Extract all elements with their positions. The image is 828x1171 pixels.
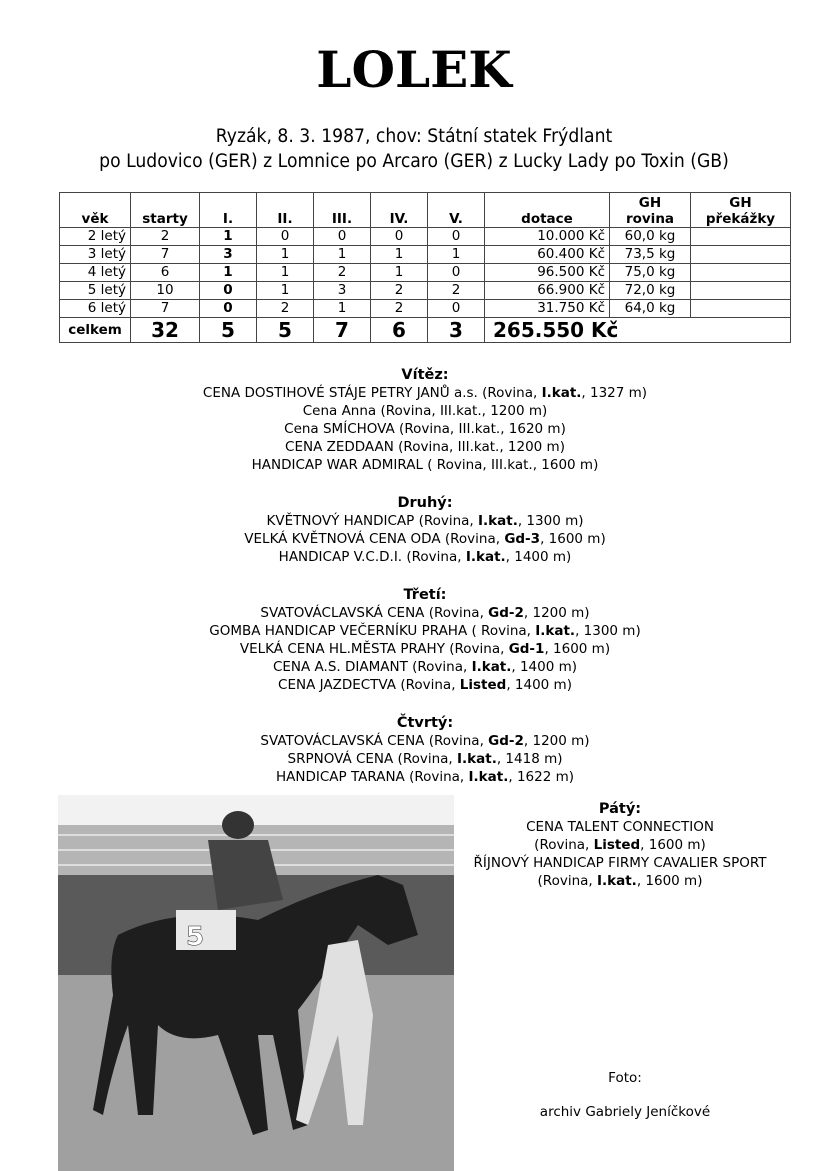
race-details: , 1200 m) — [523, 605, 590, 621]
race-details: , 1600 m) — [540, 531, 606, 547]
cell-age: 2 letý — [60, 228, 131, 246]
race-entry — [100, 676, 750, 694]
race-details: , 1200 m) — [499, 439, 565, 455]
race-entry — [100, 420, 750, 438]
race-name: HANDICAP V.C.D.I. (Rovina, — [278, 549, 466, 565]
placing-title: Druhý: — [397, 495, 453, 511]
race-entry — [100, 658, 750, 676]
horse-photo — [58, 795, 454, 1171]
cell-gh-jump — [691, 282, 791, 300]
race-name: CENA DOSTIHOVÉ STÁJE PETRY JANŮ a.s. (Rovina, — [202, 385, 542, 401]
table-row — [60, 300, 791, 318]
cell-money: 10.000 Kč — [485, 228, 610, 246]
cell-second: 1 — [257, 246, 314, 264]
total-fifth: 3 — [428, 318, 485, 343]
race-name: CENA JAZDECTVA (Rovina, — [278, 677, 460, 693]
race-details: , 1400 m) — [506, 677, 572, 693]
cell-third: 1 — [314, 300, 371, 318]
race-details: , 1200 m) — [523, 733, 590, 749]
total-fourth: 6 — [371, 318, 428, 343]
cell-age: 4 letý — [60, 264, 131, 282]
cell-gh-jump — [691, 228, 791, 246]
race-name: (Rovina, — [537, 873, 597, 889]
header-fifth: V. — [428, 193, 485, 228]
cell-gh-flat: 73,5 kg — [610, 246, 691, 264]
race-details: , 1418 m) — [496, 751, 563, 767]
cell-gh-jump — [691, 300, 791, 318]
race-entry — [100, 456, 750, 474]
race-name: VELKÁ KVĚTNOVÁ CENA ODA (Rovina, — [244, 531, 505, 547]
race-details: , 1600 m) — [532, 457, 599, 473]
table-row — [60, 246, 791, 264]
total-third: 7 — [314, 318, 371, 343]
header-second: II. — [257, 193, 314, 228]
saddle-number: 5 — [186, 922, 205, 952]
cell-fifth: 2 — [428, 282, 485, 300]
cell-first: 1 — [200, 228, 257, 246]
header-first: I. — [200, 193, 257, 228]
total-first: 5 — [200, 318, 257, 343]
table-total-row — [60, 318, 791, 343]
race-details: , 1200 m) — [481, 403, 548, 419]
race-details: , 1600 m) — [640, 837, 706, 853]
race-category: Gd-2 — [488, 605, 524, 621]
cell-second: 0 — [257, 228, 314, 246]
cell-gh-flat: 64,0 kg — [610, 300, 691, 318]
table-row — [60, 282, 791, 300]
cell-second: 2 — [257, 300, 314, 318]
race-name: HANDICAP TARANA (Rovina, — [275, 769, 469, 785]
race-name: GOMBA HANDICAP VEČERNÍKU PRAHA ( Rovina, — [209, 623, 536, 639]
race-name: (Rovina, — [534, 837, 594, 853]
race-category: III.kat. — [457, 439, 500, 455]
horse-origin-line: Ryzák, 8. 3. 1987, chov: Státní statek Frýdlant — [215, 126, 613, 147]
race-category: I.kat. — [465, 549, 506, 565]
race-category: III.kat. — [458, 421, 501, 437]
total-money: 265.550 Kč — [485, 318, 791, 343]
race-entry — [100, 438, 750, 456]
race-entry — [455, 836, 785, 854]
race-entry — [100, 640, 750, 658]
cell-money: 31.750 Kč — [485, 300, 610, 318]
cell-third: 2 — [314, 264, 371, 282]
header-age: věk — [60, 193, 131, 228]
header-gh-flat: GH rovina — [610, 193, 691, 228]
total-starts: 32 — [131, 318, 200, 343]
cell-first: 0 — [200, 300, 257, 318]
race-category: I.kat. — [468, 769, 509, 785]
race-details: , 1300 m) — [575, 623, 641, 639]
race-name: SVATOVÁCLAVSKÁ CENA (Rovina, — [260, 733, 489, 749]
cell-first: 1 — [200, 264, 257, 282]
header-fourth: IV. — [371, 193, 428, 228]
horse-name: LOLEK — [316, 40, 512, 99]
race-entry — [100, 402, 750, 420]
race-category: Gd-1 — [508, 641, 545, 657]
race-entry — [100, 750, 750, 768]
photo-credit-source: archiv Gabriely Jeníčkové — [539, 1104, 711, 1120]
race-entry — [455, 854, 785, 872]
race-entry — [455, 818, 785, 836]
table-row — [60, 264, 791, 282]
fifth-place-title: Pátý: — [598, 801, 642, 817]
race-details: , 1327 m) — [581, 385, 648, 401]
race-name: SRPNOVÁ CENA (Rovina, — [287, 751, 458, 767]
cell-fourth: 2 — [371, 300, 428, 318]
race-details: , 1400 m) — [511, 659, 578, 675]
placing-title: Třetí: — [403, 587, 447, 603]
placing-section — [100, 586, 750, 694]
total-second: 5 — [257, 318, 314, 343]
cell-first: 0 — [200, 282, 257, 300]
cell-starts: 7 — [131, 246, 200, 264]
header-third: III. — [314, 193, 371, 228]
race-category: I.kat. — [596, 873, 637, 889]
cell-gh-jump — [691, 246, 791, 264]
race-category: I.kat. — [478, 513, 518, 529]
race-category: Gd-3 — [504, 531, 541, 547]
photo-credit-label: Foto: — [608, 1070, 642, 1086]
cell-gh-flat: 72,0 kg — [610, 282, 691, 300]
race-entry — [100, 768, 750, 786]
race-name: ŘÍJNOVÝ HANDICAP FIRMY CAVALIER SPORT — [473, 855, 767, 871]
cell-third: 1 — [314, 246, 371, 264]
cell-gh-jump — [691, 264, 791, 282]
race-entry — [100, 384, 750, 402]
cell-gh-flat: 75,0 kg — [610, 264, 691, 282]
cell-starts: 2 — [131, 228, 200, 246]
cell-age: 5 letý — [60, 282, 131, 300]
cell-first: 3 — [200, 246, 257, 264]
race-entry — [455, 872, 785, 890]
race-name: KVĚTNOVÝ HANDICAP (Rovina, — [266, 513, 479, 529]
cell-money: 60.400 Kč — [485, 246, 610, 264]
table-header-row — [60, 193, 791, 228]
cell-fourth: 0 — [371, 228, 428, 246]
race-entry — [100, 530, 750, 548]
horse-pedigree — [29, 124, 799, 174]
cell-gh-flat: 60,0 kg — [610, 228, 691, 246]
race-category: III.kat. — [491, 457, 533, 473]
race-details: , 1600 m) — [544, 641, 611, 657]
header-money: dotace — [485, 193, 610, 228]
cell-fourth: 2 — [371, 282, 428, 300]
race-category: I.kat. — [541, 385, 582, 401]
header-starts: starty — [131, 193, 200, 228]
cell-starts: 7 — [131, 300, 200, 318]
cell-third: 0 — [314, 228, 371, 246]
race-name: CENA A.S. DIAMANT (Rovina, — [272, 659, 472, 675]
cell-third: 3 — [314, 282, 371, 300]
cell-starts: 10 — [131, 282, 200, 300]
race-name: Cena Anna (Rovina, — [302, 403, 440, 419]
cell-fifth: 1 — [428, 246, 485, 264]
race-entry — [100, 548, 750, 566]
race-category: III.kat. — [439, 403, 482, 419]
fifth-place-section — [455, 800, 785, 890]
cell-fifth: 0 — [428, 264, 485, 282]
race-category: Listed — [459, 677, 507, 693]
race-category: Listed — [593, 837, 641, 853]
race-name: CENA TALENT CONNECTION — [526, 819, 714, 835]
horse-pedigree-line: po Ludovico (GER) z Lomnice po Arcaro (GER) z Lucky Lady po Toxin (GB) — [99, 151, 729, 172]
cell-fourth: 1 — [371, 264, 428, 282]
race-details: , 1300 m) — [517, 513, 584, 529]
race-name: CENA ZEDDAAN (Rovina, — [285, 439, 458, 455]
race-details: , 1400 m) — [505, 549, 572, 565]
cell-money: 66.900 Kč — [485, 282, 610, 300]
race-results — [100, 366, 750, 806]
cell-age: 3 letý — [60, 246, 131, 264]
race-entry — [100, 622, 750, 640]
race-category: I.kat. — [535, 623, 576, 639]
race-details: , 1622 m) — [508, 769, 575, 785]
race-category: I.kat. — [457, 751, 497, 767]
career-stats-table — [59, 192, 791, 343]
total-label: celkem — [60, 318, 131, 343]
placing-section — [100, 366, 750, 474]
cell-second: 1 — [257, 264, 314, 282]
race-name: Cena SMÍCHOVA (Rovina, — [284, 421, 459, 437]
race-entry — [100, 604, 750, 622]
cell-fourth: 1 — [371, 246, 428, 264]
race-name: SVATOVÁCLAVSKÁ CENA (Rovina, — [260, 605, 489, 621]
placing-section — [100, 494, 750, 566]
race-details: , 1600 m) — [636, 873, 703, 889]
race-entry — [100, 732, 750, 750]
race-name: VELKÁ CENA HL.MĚSTA PRAHY (Rovina, — [239, 641, 509, 657]
placing-title: Čtvrtý: — [396, 715, 454, 731]
cell-age: 6 letý — [60, 300, 131, 318]
race-category: I.kat. — [471, 659, 512, 675]
race-name: HANDICAP WAR ADMIRAL ( Rovina, — [251, 457, 491, 473]
header-gh-jump: GH překážky — [691, 193, 791, 228]
cell-starts: 6 — [131, 264, 200, 282]
placing-section — [100, 714, 750, 786]
placing-title: Vítěz: — [401, 367, 449, 383]
cell-fifth: 0 — [428, 300, 485, 318]
cell-money: 96.500 Kč — [485, 264, 610, 282]
cell-second: 1 — [257, 282, 314, 300]
race-category: Gd-2 — [488, 733, 524, 749]
race-details: , 1620 m) — [500, 421, 566, 437]
table-row — [60, 228, 791, 246]
race-entry — [100, 512, 750, 530]
photo-illustration — [58, 795, 454, 1171]
cell-fifth: 0 — [428, 228, 485, 246]
